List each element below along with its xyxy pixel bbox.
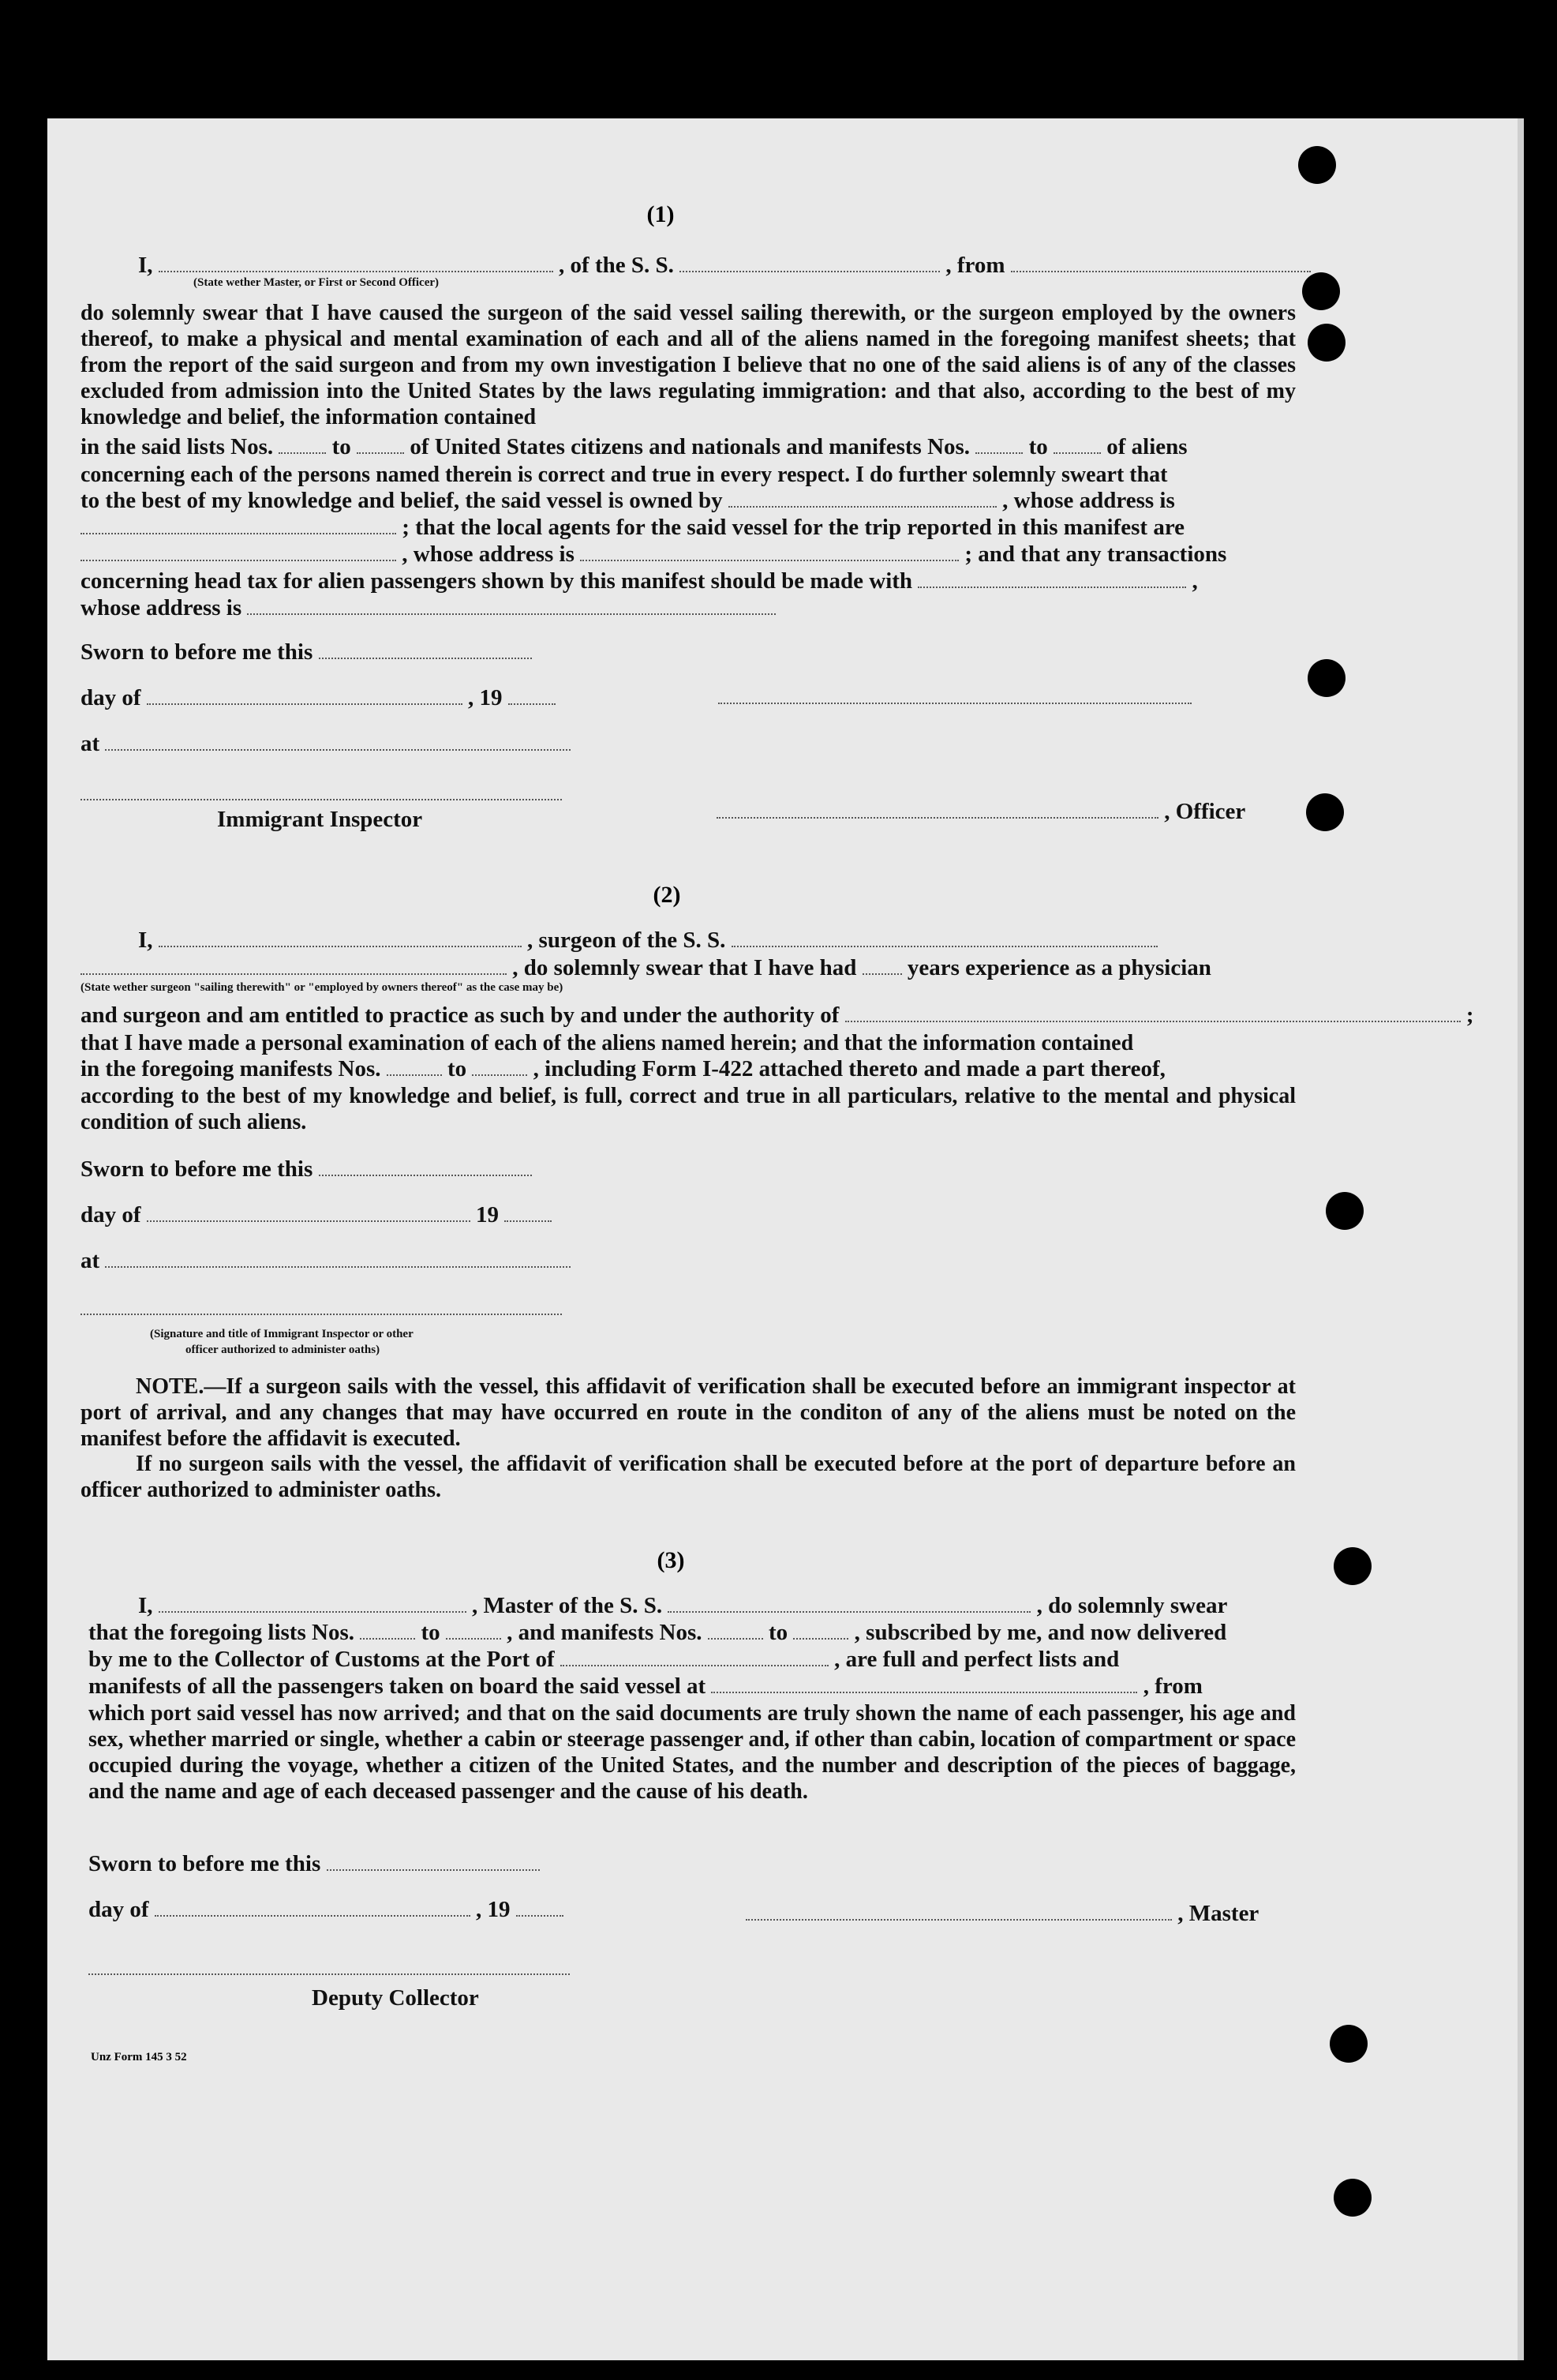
signature-line [80,1312,562,1315]
authority-line: and surgeon and am entitled to practice as such by and under the authority of ; [80,1003,1474,1028]
exam-paragraph: that I have made a personal examination of each of the aliens named herein; and that the information contained [80,1031,1134,1055]
surgeon-line: I, , surgeon of the S. S. [138,928,1158,954]
officer-line: , Officer [717,799,1245,825]
day-line: day of , 19 [80,685,556,711]
collector-line: by me to the Collector of Customs at the Port of , are full and perfect lists and [88,1647,1120,1672]
binder-hole [1308,324,1346,362]
master-line: I, , Master of the S. S. , do solemnly swear [138,1593,1228,1618]
oath-line: I, , of the S. S. , from [138,253,1311,279]
binder-hole [1306,793,1344,831]
sworn-line: Sworn to before me this [80,639,532,665]
owner-line: to the best of my knowledge and belief, the said vessel is owned by , whose address is [80,488,1175,513]
signature-line [718,701,1192,704]
binder-hole [1334,2179,1372,2217]
arrival-paragraph: which port said vessel has now arrived; and that on the said documents are truly shown the name of each passenger, his age and sex, whether married or single, whether a cabin or steerage passenger and, if other than cabin, location of compartment or space occupied during the voyage, whether a citizen of the United States, and the number and description of the pieces of baggage, and the name and age of each deceased passenger and the cause of his death. [88,1701,1297,1804]
section-number: (1) [646,201,675,227]
manifests-line: manifests of all the passengers taken on board the said vessel at , from [88,1673,1203,1699]
manifests-line: in the foregoing manifests Nos. to , including Form I-422 attached thereto and made a part thereof, [80,1056,1166,1081]
signature-line [88,1972,570,1975]
binder-hole [1330,2025,1368,2063]
lists-line: in the said lists Nos. to of United States citizens and nationals and manifests Nos. to of aliens [80,434,1188,459]
immigrant-inspector-label: Immigrant Inspector [217,807,423,832]
oath-paragraph: do solemnly swear that I have caused the surgeon of the said vessel sailing therewith, or the surgeon employed by the owners thereof, to make a physical and mental examination of each and all of the aliens named in the foregoing manifest sheets; that from the report of the said surgeon and from my own investigation I believe that no one of the said aliens is of any of the classes excluded from admission into the United States by the laws regulating immigration: and that also, according to the best of my knowledge and belief, the information contained [80,301,1296,429]
document-page [47,118,1524,2360]
signature-note: (Signature and title of Immigrant Inspector or other [150,1328,414,1340]
belief-paragraph: according to the best of my knowledge and belief, is full, correct and true in all particulars, relative to the mental and physical condition of such aliens. [80,1084,1296,1134]
sworn-line: Sworn to before me this [80,1156,532,1183]
surgeon-experience-line: , do solemnly swear that I have had years experience as a physician [80,955,1211,981]
signature-line [80,797,562,800]
signature-note: officer authorized to administer oaths) [185,1344,380,1356]
at-line: at [80,1248,571,1274]
binder-hole [1308,659,1346,697]
day-line: day of , 19 [88,1897,563,1923]
binder-hole [1326,1192,1364,1230]
head-tax-line: concerning head tax for alien passengers shown by this manifest should be made with , [80,568,1198,594]
at-line: at [80,731,571,757]
lists-line: that the foregoing lists Nos. to , and manifests Nos. to , subscribed by me, and now delivered [88,1620,1227,1645]
note-paragraph: NOTE.—If a surgeon sails with the vessel, this affidavit of verification shall be executed before an immigrant inspector at port of arrival, and any changes that may have occurred en route in the conditon of any of the aliens must be noted on the manifest before the affidavit is executed. [80,1374,1296,1451]
master-signature-line: , Master [746,1901,1259,1927]
binder-hole [1298,146,1336,184]
field-note: (State wether Master, or First or Second Officer) [193,276,440,289]
head-tax-address-line: whose address is [80,595,776,621]
section-number: (3) [657,1547,685,1573]
sworn-line: Sworn to before me this [88,1851,540,1877]
form-number: Unz Form 145 3 52 [91,2051,187,2063]
agents-line: ; that the local agents for the said vessel for the trip reported in this manifest are [80,515,1185,541]
field-note: (State wether surgeon "sailing therewith" or "employed by owners thereof" as the case may be) [80,981,563,994]
oath-paragraph: concerning each of the persons named therein is correct and true in every respect. I do further solemnly sweart that [80,463,1168,487]
agents-address-line: , whose address is ; and that any transactions [80,542,1226,568]
no-surgeon-paragraph: If no surgeon sails with the vessel, the affidavit of verification shall be executed before at the port of departure before an officer authorized to administer oaths. [80,1452,1296,1502]
binder-hole [1334,1547,1372,1585]
section-number: (2) [653,882,681,908]
day-line: day of 19 [80,1202,552,1228]
deputy-collector-label: Deputy Collector [312,1985,479,2011]
